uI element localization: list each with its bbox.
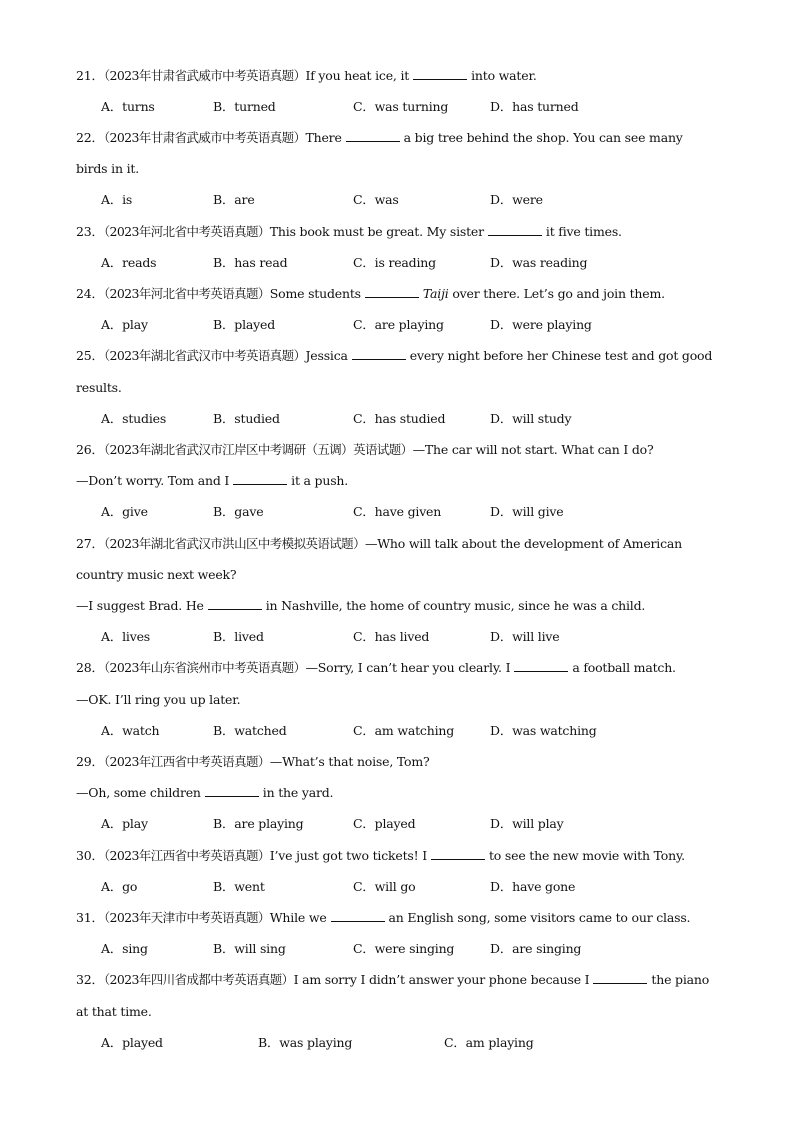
question-21-stem: 21．（2023年甘肃省武威市中考英语真题）If you heat ice, it into water.: [76, 68, 537, 83]
question-31-stem: 31．（2023年天津市中考英语真题）While we an English song, some visitors came to our class.: [76, 910, 691, 925]
option-a: A．give: [101, 504, 148, 519]
question-28-stem: 28．（2023年山东省滨州市中考英语真题）—Sorry, I can’t hear you clearly. I a football match.: [76, 660, 676, 675]
answer-blank: [431, 847, 485, 860]
option-c: C．was turning: [353, 99, 449, 114]
answer-blank: [413, 67, 467, 80]
answer-blank: [365, 285, 419, 298]
option-c: C．has lived: [353, 629, 430, 644]
option-c: C．am playing: [444, 1035, 534, 1050]
option-a: A．studies: [101, 411, 167, 426]
question-22-continuation: birds in it.: [76, 161, 139, 176]
option-b: B．has read: [213, 255, 288, 270]
option-b: B．are playing: [213, 816, 304, 831]
question-29-dialog-line: —Oh, some children in the yard.: [76, 785, 334, 800]
option-c: C．were singing: [353, 941, 455, 956]
option-c: C．was: [353, 192, 399, 207]
option-d: D．was reading: [490, 255, 588, 270]
option-c: C．has studied: [353, 411, 446, 426]
option-b: B．watched: [213, 723, 287, 738]
answer-blank: [205, 784, 259, 797]
question-source: （2023年甘肃省武威市中考英语真题）: [103, 68, 306, 83]
answer-blank: [346, 129, 400, 142]
question-32-stem: 32．（2023年四川省成都中考英语真题）I am sorry I didn’t answer your phone because I the piano: [76, 972, 710, 987]
option-d: D．were: [490, 192, 543, 207]
option-c: C．are playing: [353, 317, 444, 332]
option-b: B．played: [213, 317, 275, 332]
question-23-stem: 23．（2023年河北省中考英语真题）This book must be great. My sister it five times.: [76, 224, 622, 239]
question-27-dialog-line: —I suggest Brad. He in Nashville, the home of country music, since he was a child.: [76, 598, 646, 613]
question-25-continuation: results.: [76, 380, 122, 395]
option-b: B．lived: [213, 629, 264, 644]
answer-blank: [488, 223, 542, 236]
option-d: D．were playing: [490, 317, 592, 332]
question-28-dialog-line: —OK. I’ll ring you up later.: [76, 692, 241, 707]
option-a: A．sing: [101, 941, 148, 956]
option-d: D．have gone: [490, 879, 576, 894]
question-24-stem: 24．（2023年河北省中考英语真题）Some students Taiji over there. Let’s go and join them.: [76, 286, 665, 301]
question-27-continuation: country music next week?: [76, 567, 237, 582]
option-a: A．turns: [101, 99, 155, 114]
option-a: A．watch: [101, 723, 160, 738]
option-b: B．went: [213, 879, 265, 894]
question-27-stem: 27．（2023年湖北省武汉市洪山区中考模拟英语试题）—Who will talk about the development of American: [76, 536, 683, 551]
answer-blank: [352, 347, 406, 360]
answer-blank: [331, 909, 385, 922]
option-a: A．lives: [101, 629, 150, 644]
option-c: C．am watching: [353, 723, 455, 738]
answer-blank: [593, 971, 647, 984]
question-22-stem: 22．（2023年甘肃省武威市中考英语真题）There a big tree behind the shop. You can see many: [76, 130, 683, 145]
question-29-stem: 29．（2023年江西省中考英语真题）—What’s that noise, Tom?: [76, 754, 430, 769]
option-b: B．was playing: [258, 1035, 353, 1050]
question-25-stem: 25．（2023年湖北省武汉市中考英语真题）Jessica every night before her Chinese test and got good: [76, 348, 713, 363]
question-26-dialog-line: —Don’t worry. Tom and I it a push.: [76, 473, 349, 488]
question-30-stem: 30．（2023年江西省中考英语真题）I’ve just got two tickets! I to see the new movie with Tony.: [76, 848, 685, 863]
option-c: C．is reading: [353, 255, 436, 270]
option-d: D．will play: [490, 816, 564, 831]
option-d: D．are singing: [490, 941, 582, 956]
option-c: C．played: [353, 816, 416, 831]
question-26-stem: 26．（2023年湖北省武汉市江岸区中考调研（五调）英语试题）—The car will not start. What can I do?: [76, 442, 654, 457]
option-d: D．will live: [490, 629, 560, 644]
question-32-continuation: at that time.: [76, 1004, 152, 1019]
option-c: C．will go: [353, 879, 416, 894]
option-d: D．will study: [490, 411, 572, 426]
option-a: A．go: [101, 879, 138, 894]
option-b: B．will sing: [213, 941, 286, 956]
option-b: B．studied: [213, 411, 280, 426]
question-number: 21．: [76, 68, 104, 83]
answer-blank: [514, 659, 568, 672]
option-a: A．played: [101, 1035, 163, 1050]
option-b: B．turned: [213, 99, 276, 114]
option-a: A．reads: [101, 255, 157, 270]
option-d: D．has turned: [490, 99, 579, 114]
option-a: A．play: [101, 317, 148, 332]
option-d: D．was watching: [490, 723, 597, 738]
option-d: D．will give: [490, 504, 564, 519]
answer-blank: [233, 472, 287, 485]
answer-blank: [208, 597, 262, 610]
option-b: B．gave: [213, 504, 264, 519]
option-a: A．is: [101, 192, 133, 207]
option-b: B．are: [213, 192, 255, 207]
option-a: A．play: [101, 816, 148, 831]
option-c: C．have given: [353, 504, 442, 519]
